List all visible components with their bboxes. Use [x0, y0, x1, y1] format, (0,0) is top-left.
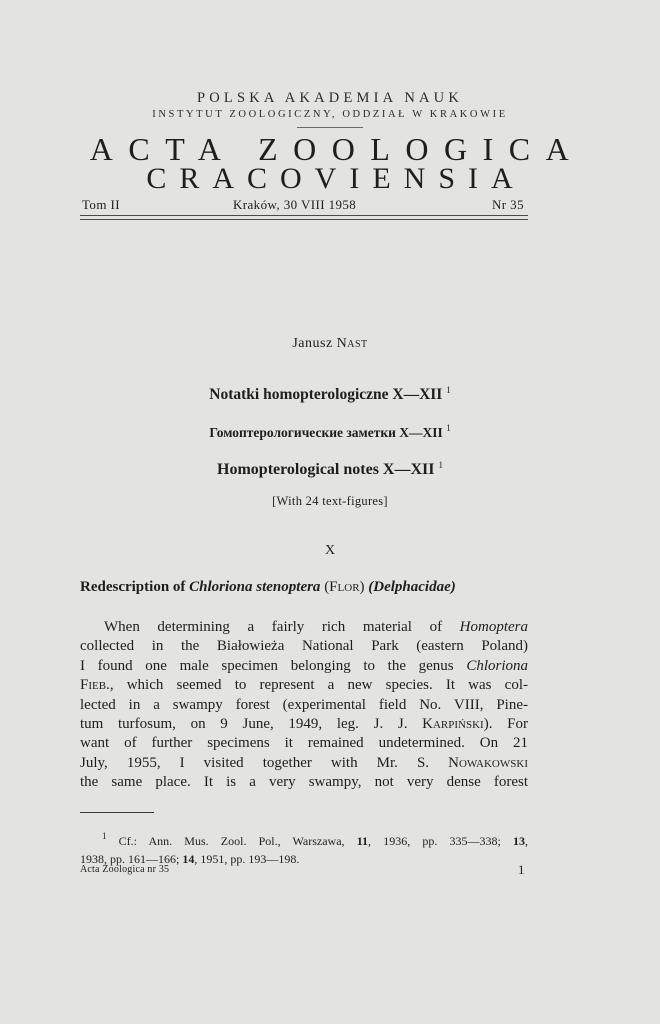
masthead-divider: [297, 127, 363, 128]
author-name: [0, 336, 660, 352]
body-text: Homoptera: [459, 619, 528, 635]
issue-number: Nr 35: [492, 197, 524, 212]
heading-author: (Flor): [324, 579, 365, 595]
heading-prefix: Redescription of: [80, 579, 186, 595]
body-line: [80, 637, 528, 656]
footnote: [80, 828, 528, 868]
academy-name: POLSKA AKADEMIA NAUK: [196, 90, 464, 106]
body-text: Karpiński: [422, 715, 484, 732]
body-text: Chloriona: [466, 657, 528, 674]
footnote-text: 11: [356, 834, 369, 848]
body-line: [80, 734, 528, 753]
footnote-text: , 1951, pp. 193—198.: [194, 851, 300, 866]
title-polish: [0, 385, 660, 404]
body-line: [80, 657, 528, 676]
footnote-text: 1: [102, 831, 107, 841]
footnote-line: [80, 828, 528, 851]
figures-note: [With 24 text-figures]: [272, 494, 388, 508]
author-first-name: Janusz: [292, 336, 333, 351]
body-text: When determining a fairly rich material of: [104, 619, 460, 635]
title-russian: [0, 423, 660, 441]
body-line: [80, 618, 528, 637]
body-text: I found one male specimen belonging to the genus: [80, 657, 467, 674]
heading-family: (Delphacidae): [368, 579, 456, 595]
masthead-rule-bottom: [80, 219, 528, 220]
page-number: 1: [518, 862, 525, 877]
body-line: [80, 676, 528, 695]
body-text: July, 1955, I visited together with Mr. S.: [80, 754, 449, 771]
journal-title-line2: CRACOVIENSIA: [146, 162, 526, 195]
title-english-text: Homopterological notes X—XII: [217, 461, 435, 478]
heading-species: Chloriona stenoptera: [189, 579, 321, 595]
body-line: [80, 754, 528, 773]
section-number: X: [324, 543, 336, 558]
institute-name: INSTYTUT ZOOLOGICZNY, ODDZIAŁ W KRAKOWIE: [152, 109, 508, 120]
masthead-rule-top: [80, 215, 528, 216]
body-text: the same place. It is a very swampy, not very dense forest: [80, 774, 528, 791]
footnote-ref: 1: [446, 423, 451, 433]
journal-title-line1: ACTA ZOOLOGICA: [89, 131, 585, 167]
footnote-ref: 1: [438, 460, 443, 470]
body-text: ). For: [483, 715, 528, 732]
body-line: [80, 715, 528, 734]
volume-label: Tom II: [82, 197, 120, 212]
body-line: [80, 696, 528, 715]
footnote-text: , 1936, pp. 335—338;: [368, 834, 513, 848]
body-text: lected in a swampy forest (experimental field No. VIII, Pine-: [80, 696, 528, 713]
body-paragraph: [80, 618, 528, 793]
body-line: [80, 773, 528, 792]
title-russian-text: Гомоптерологические заметки X—XII: [209, 425, 443, 440]
body-text: , which seemed to represent a new species. It was col-: [109, 677, 528, 694]
section-heading: [80, 579, 528, 596]
title-polish-text: Notatki homopterologiczne X—XII: [209, 386, 443, 403]
body-text: Nowakowski: [448, 754, 528, 771]
body-text: collected in the Białowieża National Park (eastern Poland): [80, 638, 528, 655]
footnote-text: 1938, pp. 161—166;: [80, 851, 183, 866]
body-text: want of further specimens it remained undetermined. On 21: [80, 735, 528, 752]
footnote-text: ,: [525, 834, 528, 848]
footnote-ref: 1: [446, 385, 451, 395]
body-text: Fieb.: [80, 677, 110, 694]
journal-reference: Acta Zoologica nr 35: [80, 864, 170, 875]
footnote-text: 14: [182, 851, 195, 866]
footnote-text: Cf.: Ann. Mus. Zool. Pol., Warszawa,: [106, 834, 357, 848]
footnote-divider: [80, 812, 154, 813]
place-date: Kraków, 30 VIII 1958: [233, 197, 357, 212]
title-english: [0, 460, 660, 479]
footnote-text: 13: [513, 834, 525, 848]
body-text: tum turfosum, on 9 June, 1949, leg. J. J.: [80, 715, 423, 732]
author-last-name: Nast: [336, 336, 368, 351]
